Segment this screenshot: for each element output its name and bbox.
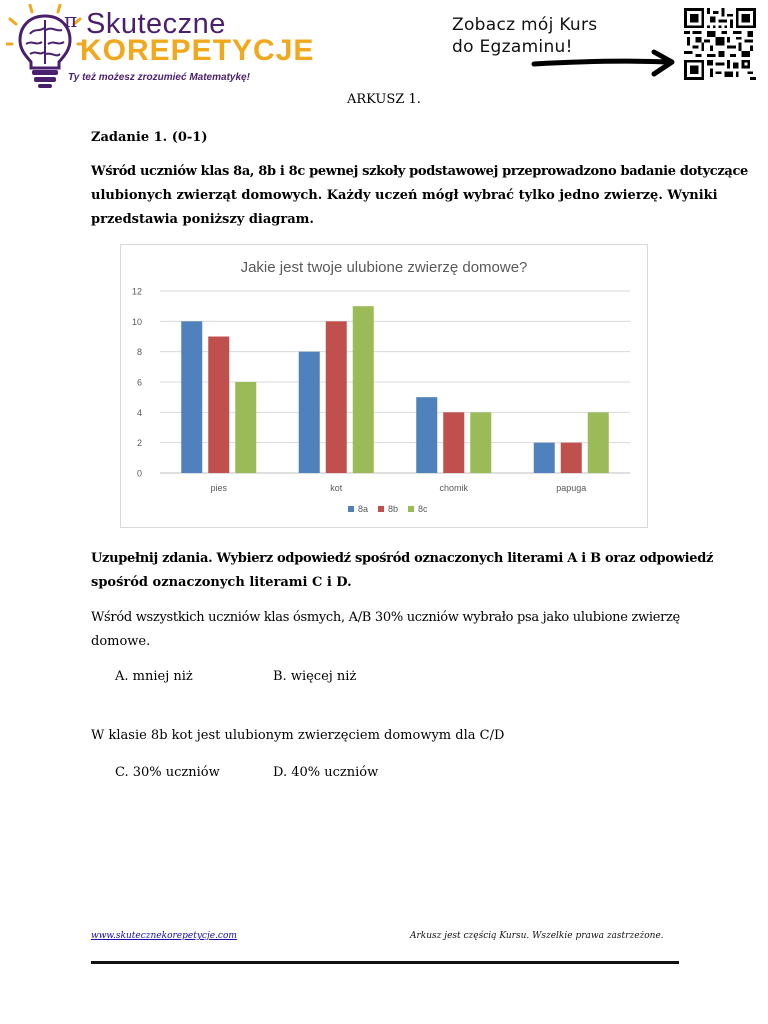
x-tick-label: chomik: [439, 483, 469, 493]
bar-pies-8c: [235, 382, 256, 473]
logo-tagline: Ty też możesz zrozumieć Matematykę!: [68, 72, 250, 83]
legend-label-8c: 8c: [418, 504, 428, 514]
legend-swatch-8a: [348, 506, 354, 512]
logo-title-line2: KOREPETYCJE: [80, 34, 315, 67]
footer-copyright-note: Arkusz jest częścią Kursu. Wszelkie prawa zastrzeżone.: [410, 931, 664, 941]
y-tick-label: 12: [131, 286, 142, 297]
promo-line1: Zobacz mój Kurs: [452, 15, 598, 35]
pi-symbol: π: [64, 8, 78, 32]
x-tick-label: pies: [210, 483, 228, 493]
q1-line2: domowe.: [91, 634, 151, 649]
q1-line1: Wśród wszystkich uczniów klas ósmych, A/B 30% uczniów wybrało psa jako ulubione zwierzę: [91, 610, 680, 625]
y-tick-label: 10: [131, 316, 142, 327]
bar-pies-8a: [181, 321, 202, 473]
sheet-title: ARKUSZ 1.: [347, 92, 421, 107]
bar-kot-8a: [299, 352, 320, 473]
promo-line2: do Egzaminu!: [452, 37, 573, 57]
bar-kot-8c: [353, 306, 374, 473]
bar-pies-8b: [208, 337, 229, 474]
bar-chomik-8b: [443, 412, 464, 473]
bar-chomik-8c: [470, 412, 491, 473]
bar-chomik-8a: [416, 397, 437, 473]
qr-code-icon[interactable]: [682, 8, 758, 80]
intro-line2: ulubionych zwierząt domowych. Każdy uczeń mógł wybrać tylko jedno zwierzę. Wyniki: [91, 188, 718, 203]
footer-website-link[interactable]: www.skutecznekorepetycje.com: [91, 931, 237, 941]
instruction-line1: Uzupełnij zdania. Wybierz odpowiedź spośród oznaczonych literami A i B oraz odpowiedź: [91, 551, 714, 566]
option-c[interactable]: C. 30% uczniów: [115, 765, 220, 780]
y-tick-label: 8: [136, 347, 142, 358]
footer-divider: [91, 961, 679, 964]
legend-label-8a: 8a: [358, 504, 369, 514]
logo-title-line1: Skuteczne: [86, 8, 226, 40]
bar-papuga-8c: [588, 412, 609, 473]
chart-title: Jakie jest twoje ulubione zwierzę domowe?: [240, 259, 528, 276]
bar-chart: [120, 244, 648, 528]
y-tick-label: 2: [136, 438, 142, 449]
instruction-line2: spośród oznaczonych literami C i D.: [91, 575, 352, 590]
bar-papuga-8a: [534, 443, 555, 473]
legend-label-8b: 8b: [388, 504, 399, 514]
bar-kot-8b: [326, 321, 347, 473]
option-b[interactable]: B. więcej niż: [273, 669, 357, 684]
intro-line3: przedstawia poniższy diagram.: [91, 212, 314, 227]
x-tick-label: kot: [330, 483, 343, 493]
legend-swatch-8c: [408, 506, 414, 512]
bar-papuga-8b: [561, 443, 582, 473]
y-tick-label: 0: [136, 468, 142, 479]
task-title: Zadanie 1. (0-1): [91, 130, 208, 145]
legend-swatch-8b: [378, 506, 384, 512]
y-tick-label: 6: [136, 377, 142, 388]
arrow-right-icon: [530, 48, 680, 78]
q2-text: W klasie 8b kot jest ulubionym zwierzęciem domowym dla C/D: [91, 728, 505, 743]
option-d[interactable]: D. 40% uczniów: [273, 765, 379, 780]
option-a[interactable]: A. mniej niż: [115, 669, 193, 684]
intro-line1: Wśród uczniów klas 8a, 8b i 8c pewnej szkoły podstawowej przeprowadzono badanie dotyczące: [91, 164, 748, 179]
x-tick-label: papuga: [556, 483, 587, 493]
y-tick-label: 4: [136, 407, 142, 418]
